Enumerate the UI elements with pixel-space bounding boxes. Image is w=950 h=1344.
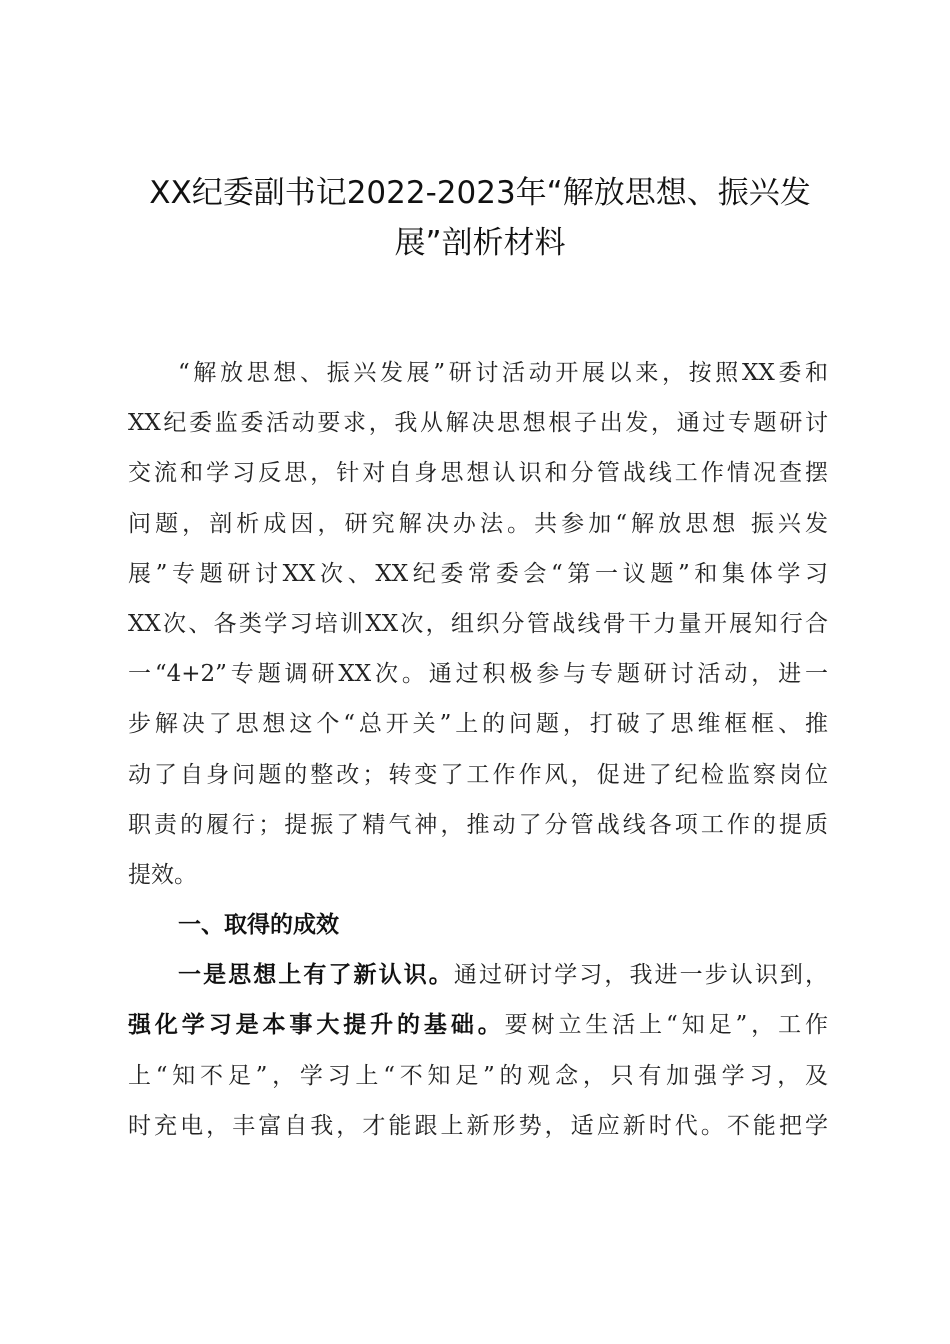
paragraph-line: 时充电，丰富自我，才能跟上新形势，适应新时代。不能把学 bbox=[128, 1112, 828, 1139]
section-heading: 一、取得的成效 bbox=[178, 912, 339, 939]
paragraph-line: 展”专题研讨XX次、XX纪委常委会“第一议题”和集体学习 bbox=[128, 560, 828, 587]
title-line-1: XX纪委副书记2022-2023年“解放思想、振兴发 bbox=[149, 175, 811, 211]
point-one-text: 通过研讨学习，我进一步认识到， bbox=[453, 962, 829, 989]
intro-paragraph bbox=[128, 348, 828, 900]
paragraph-line: 职责的履行；提振了精气神，推动了分管战线各项工作的提质 bbox=[128, 811, 828, 838]
paragraph-line bbox=[128, 950, 828, 1000]
point-one-emphasis: 强化学习是本事大提升的基础。 bbox=[128, 1012, 505, 1039]
point-one-lead: 一是思想上有了新认识。 bbox=[178, 962, 454, 989]
paragraph-line: XX纪委监委活动要求，我从解决思想根子出发，通过专题研讨 bbox=[128, 410, 828, 437]
paragraph-line: “解放思想、振兴发展”研讨活动开展以来，按照XX委和 bbox=[178, 360, 828, 386]
paragraph-line: 动了自身问题的整改；转变了工作作风，促进了纪检监察岗位 bbox=[128, 761, 828, 788]
paragraph-line: 问题，剖析成因，研究解决办法。共参加“解放思想 振兴发 bbox=[128, 510, 828, 537]
paragraph-line: 交流和学习反思，针对自身思想认识和分管战线工作情况查摆 bbox=[128, 460, 828, 487]
paragraph-line: 提效。 bbox=[128, 861, 197, 888]
title-line-2: 展”剖析材料 bbox=[394, 225, 566, 261]
paragraph-line: XX次、各类学习培训XX次，组织分管战线骨干力量开展知行合 bbox=[128, 610, 828, 637]
document-body bbox=[128, 348, 828, 1151]
point-one-paragraph bbox=[128, 950, 828, 1151]
paragraph-line: 一“4+2”专题调研XX次。通过积极参与专题研讨活动，进一 bbox=[128, 661, 828, 688]
paragraph-line bbox=[128, 1000, 828, 1050]
paragraph-line: 上“知不足”，学习上“不知足”的观念，只有加强学习，及 bbox=[128, 1062, 828, 1089]
point-one-text-continued: 要树立生活上“知足”，工作 bbox=[504, 1012, 828, 1039]
paragraph-line: 步解决了思想这个“总开关”上的问题，打破了思维框框、推 bbox=[128, 711, 828, 738]
document-title bbox=[120, 168, 840, 268]
